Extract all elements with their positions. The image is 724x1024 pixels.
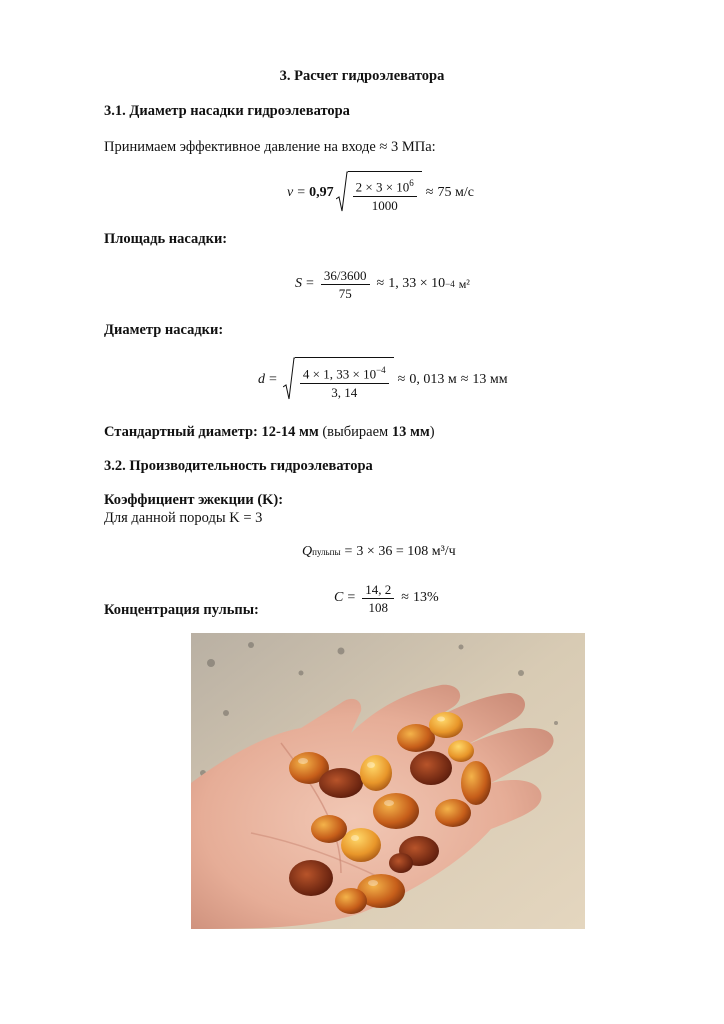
area-formula xyxy=(295,265,470,303)
formula-coef: 0,97 xyxy=(309,185,334,200)
formula-eq: = xyxy=(344,544,353,559)
sqrt-sign xyxy=(336,171,422,215)
standard-diameter-paren: (выбираем xyxy=(322,424,389,440)
formula-lhs-c: C xyxy=(334,590,344,605)
diameter-formula xyxy=(258,354,508,406)
sqrt-sign xyxy=(283,357,394,403)
subscript: пульпы xyxy=(312,547,341,557)
ejection-heading: Коэффициент эжекции (K): xyxy=(104,492,284,508)
approx-sign: ≈ xyxy=(460,372,469,387)
section-heading-3-2: 3.2. Производительность гидроэлеватора xyxy=(104,458,373,474)
exponent: −4 xyxy=(376,365,386,376)
formula-result: 13% xyxy=(412,590,439,605)
fraction-numerator: 36/3600 xyxy=(321,268,370,285)
concentration-heading: Концентрация пульпы: xyxy=(104,602,259,618)
unit: м² xyxy=(458,276,470,291)
fraction-numerator: 2 × 3 × 10 xyxy=(355,179,410,195)
formula-result-m: 0, 013 м xyxy=(409,372,457,387)
approx-sign: ≈ xyxy=(397,372,406,387)
approx-sign: ≈ xyxy=(425,185,434,200)
formula-expression: 3 × 36 = 108 м³/ч xyxy=(356,544,456,559)
area-heading: Площадь насадки: xyxy=(104,231,228,247)
formula-result: 1, 33 × 10 xyxy=(388,276,446,291)
fraction xyxy=(362,582,394,615)
formula-eq: = xyxy=(297,185,306,200)
standard-diameter-paren-close: ) xyxy=(429,424,435,440)
exponent: 6 xyxy=(409,178,414,189)
fraction-numerator: 14, 2 xyxy=(362,582,394,599)
fraction xyxy=(321,268,370,301)
flow-formula xyxy=(302,542,456,562)
formula-lhs-v: v xyxy=(287,185,294,200)
standard-diameter-label: Стандартный диаметр: 12-14 мм xyxy=(104,424,319,440)
diameter-heading: Диаметр насадки: xyxy=(104,322,224,338)
fraction-denominator: 108 xyxy=(368,599,388,615)
intro-text: Принимаем эффективное давление на входе ≈ 3 МПа: xyxy=(104,139,436,155)
amber-stones-in-palm-photo xyxy=(191,633,585,929)
formula-lhs-s: S xyxy=(295,276,302,291)
concentration-formula xyxy=(334,580,439,616)
formula-result: 75 м/с xyxy=(437,185,474,200)
fraction-denominator: 3, 14 xyxy=(331,384,358,400)
velocity-formula xyxy=(287,168,474,218)
fraction-denominator: 75 xyxy=(338,285,352,301)
approx-sign: ≈ xyxy=(376,276,385,291)
formula-lhs-q: Q xyxy=(302,544,313,559)
formula-eq: = xyxy=(306,276,314,291)
fraction-denominator: 1000 xyxy=(371,197,398,213)
fraction xyxy=(300,363,389,399)
ejection-text: Для данной породы K = 3 xyxy=(104,510,263,526)
exponent: −4 xyxy=(445,279,455,289)
formula-eq: = xyxy=(347,590,356,605)
fraction xyxy=(353,176,417,212)
formula-eq: = xyxy=(269,372,277,387)
section-heading-3-1: 3.1. Диаметр насадки гидроэлеватора xyxy=(104,103,350,119)
formula-result-mm: 13 мм xyxy=(472,372,508,387)
page-title: 3. Расчет гидроэлеватора xyxy=(279,68,445,84)
fraction-numerator: 4 × 1, 33 × 10 xyxy=(302,366,377,382)
approx-sign: ≈ xyxy=(401,590,409,605)
formula-lhs-d: d xyxy=(258,372,265,387)
standard-diameter-choice: 13 мм xyxy=(391,424,430,440)
standard-diameter-line xyxy=(104,424,435,441)
